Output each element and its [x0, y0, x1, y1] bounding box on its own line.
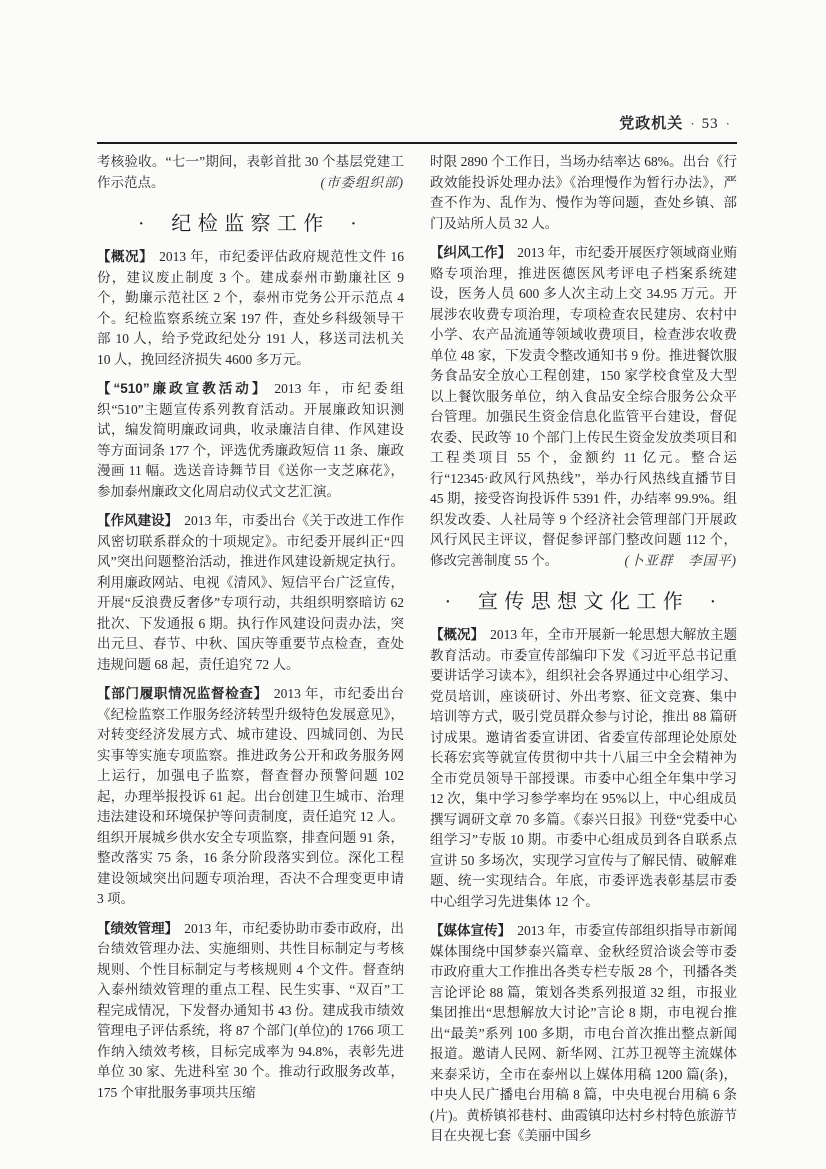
section-heading-jijian: · 纪检监察工作 ·	[137, 213, 364, 235]
entry-gaikuang-xuanchuan	[430, 625, 737, 912]
running-head-section: 党政机关	[619, 115, 684, 132]
entry-label: 【作风建设】	[97, 513, 179, 528]
entry-text: 2013 年，市委宣传部组织指导市新闻媒体围绕中国梦泰兴篇章、金秋经贸洽谈会等市委市政府重大工作推出各类专栏专版 28 个，刊播各类言论评论 88 篇，策划各类系列报道 32 组，市报业集团推出“思想解放大讨论”言论 8 期，市电视台推出“最美”系列 100 多期，市电台首次推出整点新闻报道。邀请人民网、新华网、江苏卫视等主流媒体来泰采访，全市在泰州以上媒体用稿 1200 篇(条)，中央人民广播电台用稿 8 篇，中央电视台用稿 6 条(片)。黄桥镇祁巷村、曲霞镇印达村乡村特色旅游节目在央视七套《美丽中国乡	[430, 923, 737, 1143]
entry-gaikuang	[97, 247, 404, 370]
continuation-paragraph	[97, 152, 404, 193]
entry-text: 2013 年，市委出台《关于改进工作作风密切联系群众的十项规定》。市纪委开展纠正“四风”突出问题整治活动，推进作风建设新规定执行。利用廉政网站、电视《清风》、短信平台广泛宣传，开展“反浪费反奢侈”专项行动，共组织明察暗访 62 批次、下发通报 6 期。执行作风建设问责办法，突出元旦、春节、中秋、国庆等重要节点检查，查处违规问题 68 起，责任追究 72 人。	[97, 513, 404, 672]
paragraph-text: 时限 2890 个工作日，当场办结率达 68%。出台《行政效能投诉处理办法》《治理慢作为暂行办法》，严查不作为、乱作为、慢作为等问题，查处乡镇、部门及站所人员 32 人。	[430, 154, 737, 231]
entry-label: 【媒体宣传】	[430, 923, 512, 938]
entry-text: 2013 年，全市开展新一轮思想大解放主题教育活动。市委宣传部编印下发《习近平总书记重要讲话学习读本》，组织社会各界通过中心组学习、党员培训，座谈研讨、外出考察、征文竞赛、集中培训等方式，吸引党员群众参与讨论，推出 88 篇研讨成果。邀请省委宣讲团、省委宣传部理论处原处长蒋宏宾等就宣传贯彻中共十八届三中全会精神为全市党员领导干部授课。市委中心组全年集中学习 12 次，集中学习参学率均在 95%以上，中心组成员撰写调研文章 70 多篇。《泰兴日报》刊登“党委中心组学习”专版 10 期。市委中心组成员到各自联系点宣讲 50 多场次，实现学习宣传与了解民情、破解难题、统一实现结合。年底，市委评选表彰基层市委中心组学习先进集体 12 个。	[430, 627, 737, 909]
dot-separator: ·	[690, 116, 695, 131]
entry-label: 【绩效管理】	[97, 920, 179, 936]
header-rule	[97, 142, 737, 144]
entry-text: 2013 年，市纪委组织“510”主题宣传系列教育活动。开展廉政知识测试，编发简明廉政词典，收录廉洁自律、作风建设等方面词条 177 个，评选优秀廉政短信 11 条、廉政漫画 11 幅。选送音诗舞节目《送你一支芝麻花》，参加泰州廉政文化周启动仪式文艺汇演。	[97, 381, 405, 499]
attribution: (市委组织部)	[320, 174, 404, 190]
attribution: (卜亚群 李国平)	[624, 552, 737, 568]
entry-label: 【纠风工作】	[430, 245, 512, 260]
running-head	[97, 114, 737, 134]
continuation-paragraph	[430, 152, 737, 234]
section-heading-xuanchuan: · 宣传思想文化工作 ·	[444, 591, 723, 613]
entry-bumen-luzhi	[97, 684, 404, 910]
page-number: 53	[701, 116, 719, 132]
entry-zuofeng-jianshe	[97, 511, 404, 675]
paragraph-text: 考核验收。“七一”期间，表彰首批 30 个基层党建工作示范点。	[97, 154, 404, 190]
left-column	[97, 152, 404, 1147]
entry-label: 【部门履职情况监督检查】	[97, 686, 268, 701]
dot-separator: ·	[725, 116, 730, 131]
entry-label: 【概况】	[97, 249, 154, 264]
entry-label: 【“510”廉政宣教活动】	[97, 381, 269, 396]
entry-text: 2013 年，市纪委评估政府规范性文件 16 份，建议废止制度 3 个。建成泰州市勤廉社区 9 个，勤廉示范社区 2 个，泰州市党务公开示范点 4 个。纪检监察系统立案 197 件，查处乡科级领导干部 10 人，给予党政纪处分 191 人，移送司法机关 10 人，挽回经济损失 4600 多万元。	[97, 249, 405, 367]
text-columns	[97, 152, 737, 1147]
entry-text: 2013 年，市纪委出台《纪检监察工作服务经济转型升级特色发展意见》，对转变经济发展方式、城市建设、四城同创、为民实事等实施专项监察。推进政务公开和政务服务网上运行，加强电子监察，督查督办预警问题 102 起，办理举报投诉 61 起。出台创建卫生城市、治理违法建设和环境保护等问责制度，责任追究 12 人。组织开展城乡供水安全专项监察，排查问题 91 条，整改落实 75 条，16 条分阶段落实到位。深化工程建设领域突出问题专项治理，否决不合理变更申请 3 项。	[97, 686, 405, 906]
right-column	[430, 152, 737, 1147]
entry-text: 2013 年，市纪委协助市委市政府，出台绩效管理办法、实施细则、共性目标制定与考核规则、个性目标制定与考核规则 4 个文件。督查纳入泰州绩效管理的重点工程、民生实事、“双百”工程完成情况，下发督办通知书 43 份。建成我市绩效管理电子评估系统，将 87 个部门(单位)的 1766 项工作纳入绩效考核，目标完成率为 94.8%，表彰先进单位 30 家、先进科室 30 个。推动行政服务改革，175 个审批服务事项共压缩	[97, 920, 404, 1100]
entry-meiti-xuanchuan	[430, 921, 737, 1147]
entry-text: 2013 年，市纪委开展医疗领域商业贿赂专项治理，推进医德医风考评电子档案系统建设，医务人员 600 多人次主动上交 34.95 万元。开展涉农收费专项治理，专项检查农民建房、农村中小学、农产品流通等领域收费项目，检查涉农收费单位 48 家，下发责令整改通知书 9 份。推进餐饮服务食品安全放心工程创建，150 家学校食堂及大型以上餐饮服务单位，纳入食品安全综合服务公众平台管理。加强民生资金信息化监管平台建设，督促农委、民政等 10 个部门上传民生资金发放类项目和工程类项目 55 个，金额约 11 亿元。整合运行“12345·政风行风热线”，举办行风热线直播节目 45 期，接受咨询投诉件 5391 件，办结率 99.9%。组织发改委、人社局等 9 个经济社会管理部门开展政风行风民主评议，督促参评部门整改问题 112 个，修改完善制度 55 个。	[430, 245, 737, 568]
entry-jiufeng-gongzuo	[430, 243, 737, 571]
entry-510-lianzheng	[97, 379, 404, 502]
entry-label: 【概况】	[430, 627, 485, 642]
entry-jixiao-guanli	[97, 919, 404, 1104]
